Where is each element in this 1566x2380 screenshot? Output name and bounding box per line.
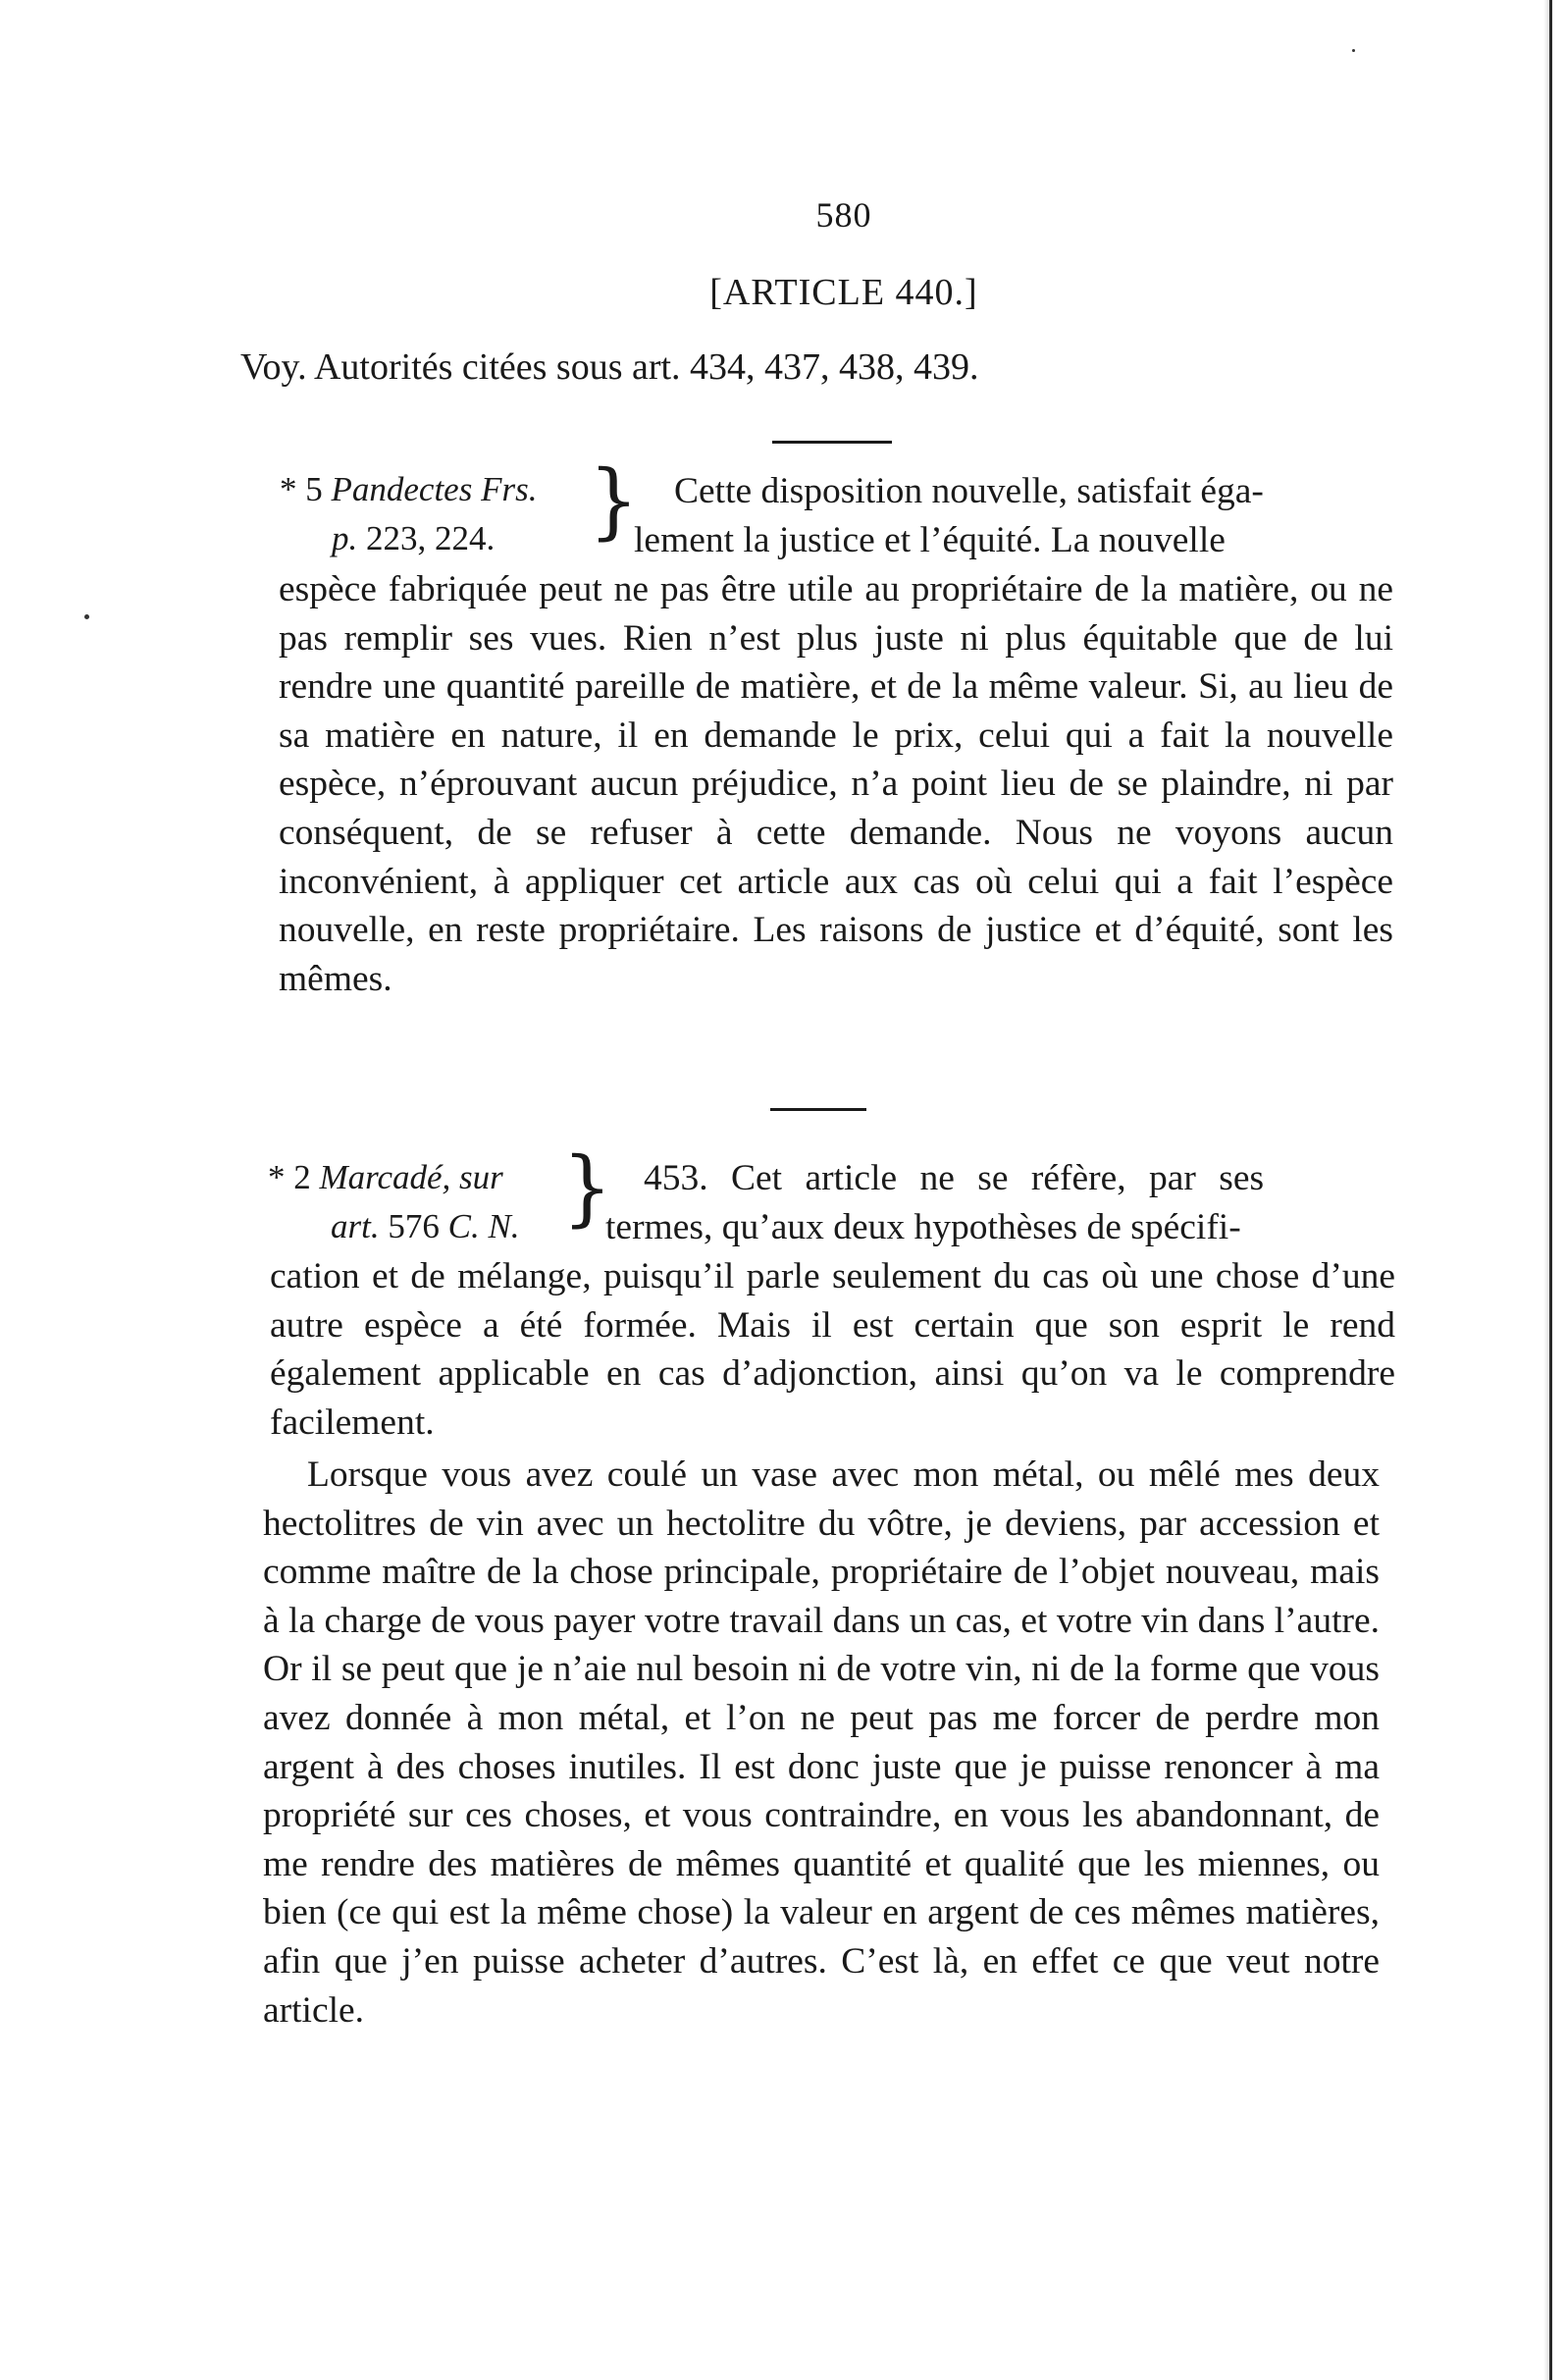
citation-lead-line1: 453. Cet article ne se réfère, par ses [644, 1158, 1265, 1198]
curly-brace: } [562, 1138, 612, 1236]
citation-body: espèce fabriquée peut ne pas être utile au propriétaire de la matière, ou ne pas remplir ses vues. Rien n’est plus juste ni plus équitable que de lui rendre une quantité pareille de matière, et de la même valeur. Si, au lieu de sa matière en nature, il en demande le prix, celui qui a fait la nouvelle espèce, n’éprouvant aucun préjudice, n’a point lieu de se plaindre, ni par conséquent, de se refuser à cette demande. Nous ne voyons aucun inconvénient, à appliquer cet article aux cas où celui qui a fait l’espèce nouvelle, en reste propriétaire. Les raisons de justice et d’équité, sont les mêmes. [279, 569, 1393, 999]
citation-article-label: art. [331, 1207, 380, 1245]
page-number: 580 [815, 195, 872, 235]
citation-source-line1 [280, 466, 537, 513]
citation-title: Pandectes Frs. [331, 470, 538, 508]
references-line: Voy. Autorités citées sous art. 434, 437, 438, 439. [240, 346, 979, 388]
curly-brace: } [589, 451, 639, 549]
section-divider [772, 441, 892, 444]
citation-lead-line2: lement la justice et l’équité. La nouvelle [634, 520, 1226, 560]
citation-body: cation et de mélange, puisqu’il parle seulement du cas où une chose d’une autre espèce a été formée. Mais il est certain que son esprit le rend également applicable en cas d’adjonction, ainsi qu’on va le comprendre facilement. [270, 1256, 1395, 1443]
citation-page-label: p. [332, 519, 358, 557]
scan-speck [1352, 49, 1355, 52]
body-paragraph: Lorsque vous avez coulé un vase avec mon métal, ou mêlé mes deux hectolitres de vin avec un hectolitre du vôtre, je deviens, par accession et comme maître de la chose principale, propriétaire de l’objet nouveau, mais à la charge de vous payer votre travail dans un cas, et votre vin dans l’autre. Or il se peut que je n’aie nul besoin ni de votre vin, ni de la forme que vous avez donnée à mon métal, et l’on ne peut pas me forcer de perdre mon argent à des choses inutiles. Il est donc juste que je puisse renoncer à ma propriété sur ces choses, et vous contraindre, en vous les abandonnant, de me rendre des matières de mêmes quantité et qualité que les miennes, ou bien (ce qui est la même chose) la valeur en argent de ces mêmes matières, afin que j’en puisse acheter d’autres. C’est là, en effet ce que veut notre article. [263, 1454, 1380, 2031]
citation-pages: 223, 224. [366, 519, 496, 557]
citation-number: * 5 [280, 470, 323, 508]
scan-speck [84, 614, 89, 619]
citation-source-line2 [332, 515, 495, 562]
section-divider [770, 1108, 866, 1111]
citation-title: Marcadé, sur [319, 1158, 503, 1196]
citation-lead-line2: termes, qu’aux deux hypothèses de spécifi- [605, 1207, 1241, 1247]
citation-article-number: 576 [388, 1207, 440, 1245]
citation-number: * 2 [268, 1158, 311, 1196]
citation-code: C. N. [447, 1207, 520, 1245]
citation-lead-line1: Cette disposition nouvelle, satisfait éga- [674, 471, 1264, 511]
article-heading: [ARTICLE 440.] [709, 272, 978, 313]
citation-source-line1 [268, 1154, 503, 1201]
page-edge-line [1549, 0, 1552, 2380]
citation-source-line2 [331, 1203, 520, 1250]
